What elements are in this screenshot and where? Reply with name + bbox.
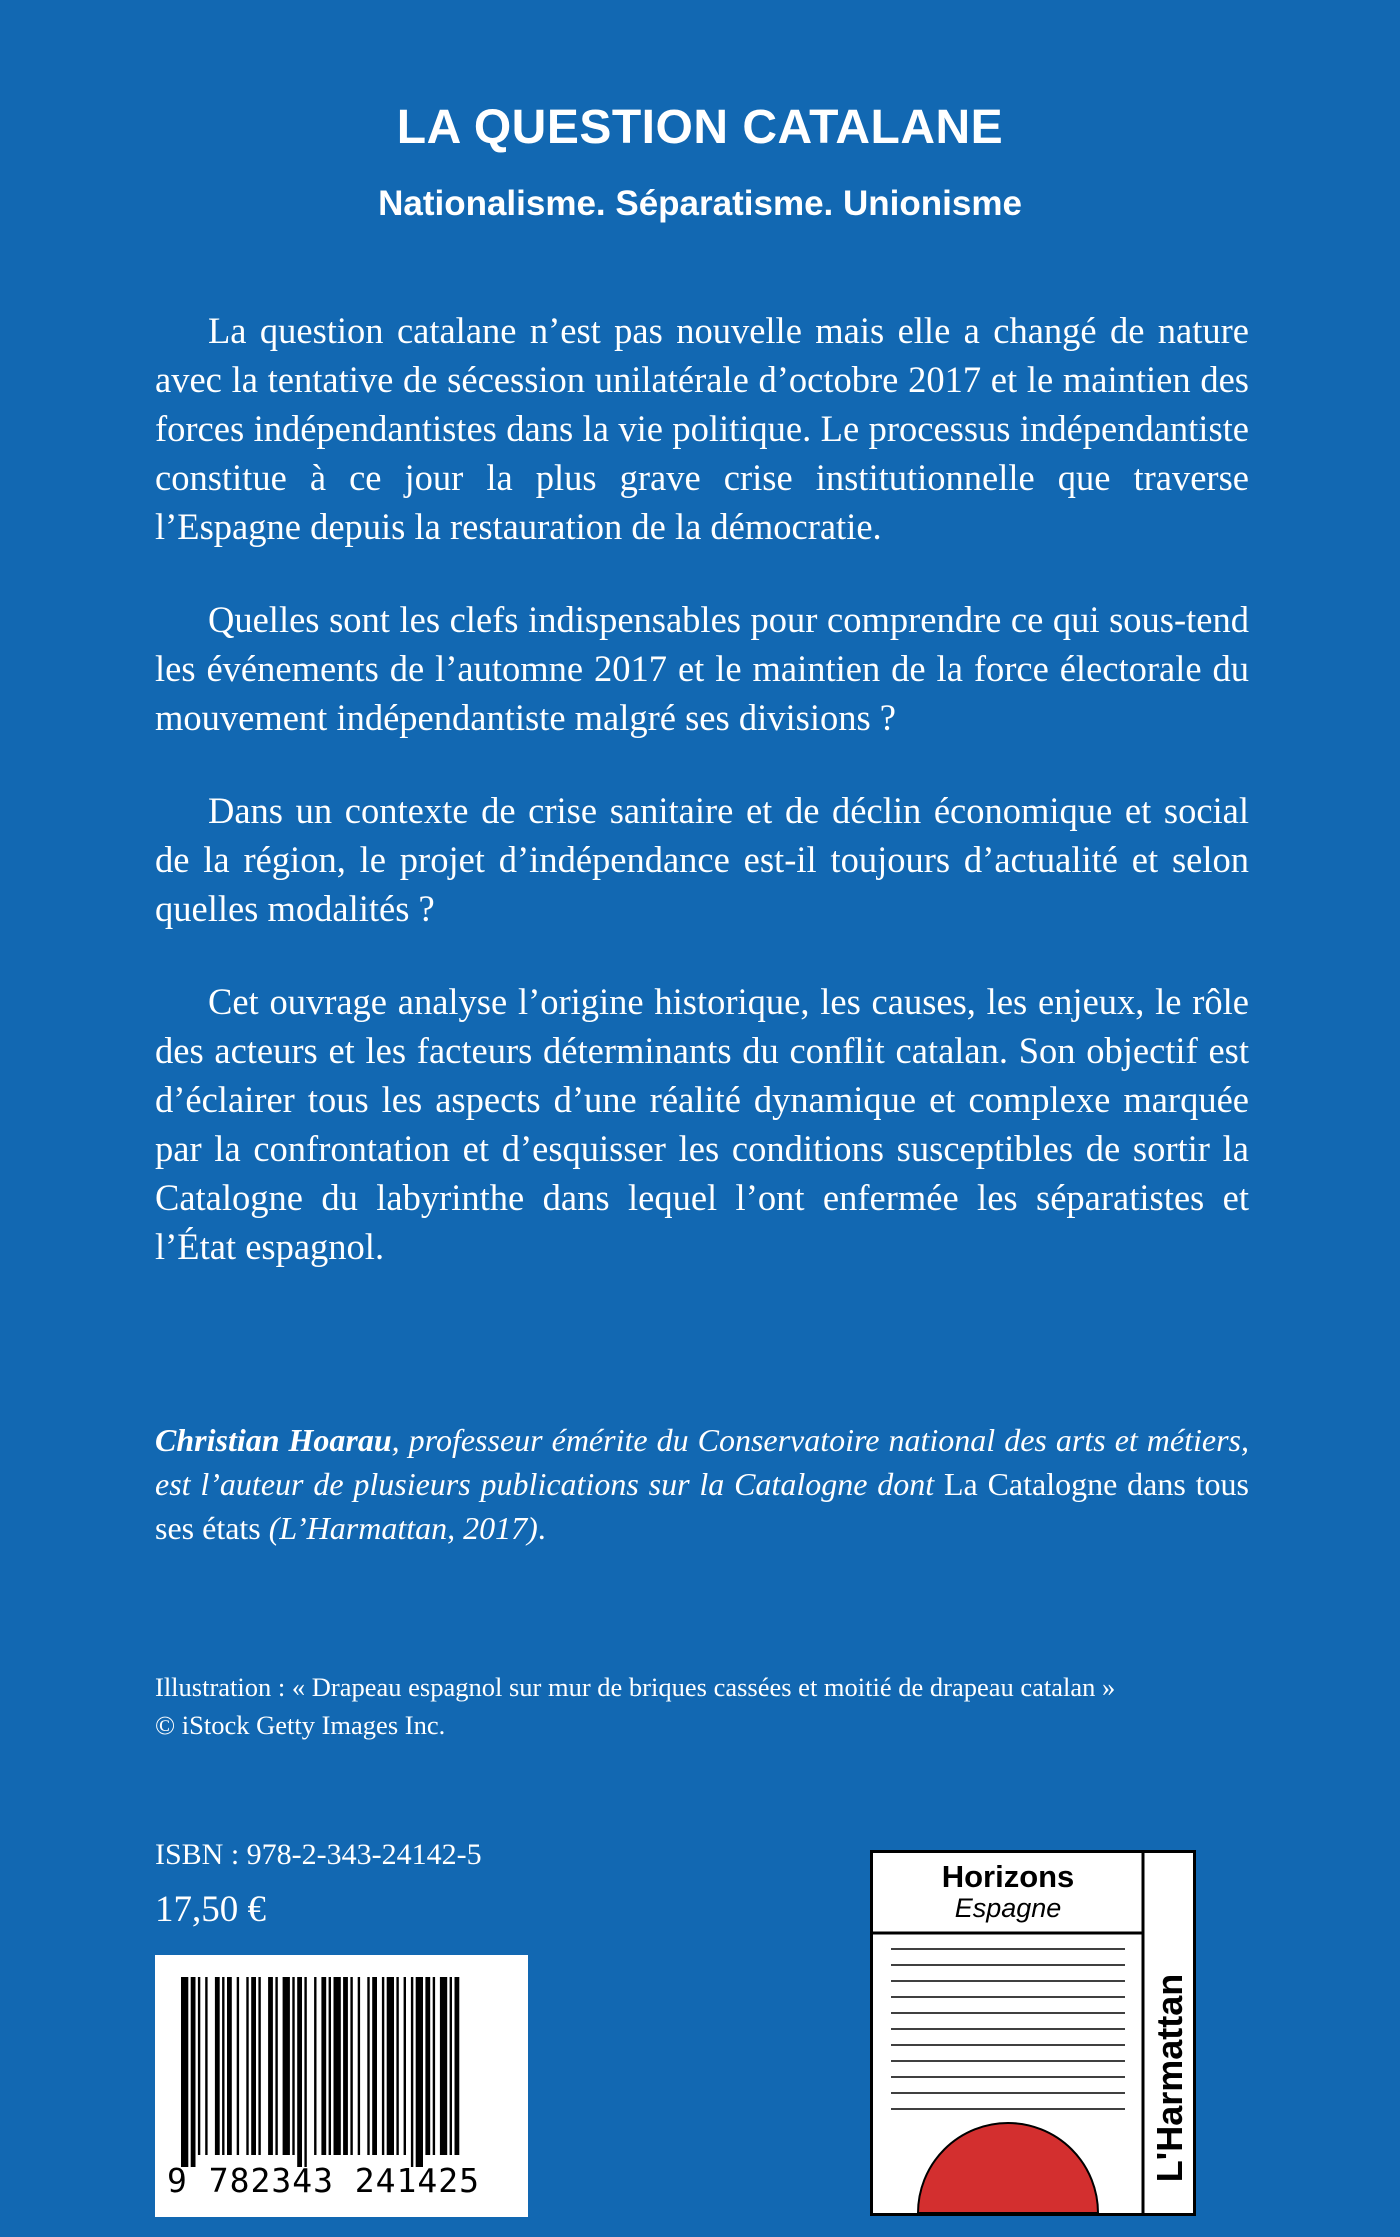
illustration-credit xyxy=(155,1668,1255,1744)
logo-series: Horizons xyxy=(941,1859,1075,1894)
blurb-paragraph: La question catalane n’est pas nouvelle mais elle a changé de nature avec la tentative de sécession unilatérale d’octobre 2017 et le maintien des forces indépendantistes dans la vie politique. Le processus indépendantiste constitue à ce jour la plus grave crise institutionnelle que traverse l’Espagne depuis la restauration de la démocratie. xyxy=(155,310,1249,547)
logo-subseries: Espagne xyxy=(954,1893,1062,1923)
blurb-paragraph: Quelles sont les clefs indispensables pour comprendre ce qui sous-tend les événements de l’automne 2017 et le maintien de la force électorale du mouvement indépendantiste malgré ses divisions ? xyxy=(155,599,1249,738)
credit-line: Illustration : « Drapeau espagnol sur mur de briques cassées et moitié de drapeau catalan » xyxy=(155,1672,1116,1702)
barcode xyxy=(155,1955,528,2217)
blurb xyxy=(155,306,1249,1315)
book-title: LA QUESTION CATALANE xyxy=(396,101,1004,154)
blurb-paragraph: Dans un contexte de crise sanitaire et de déclin économique et social de la région, le projet d’indépendance est-il toujours d’actualité et selon quelles modalités ? xyxy=(155,790,1249,929)
author-bio xyxy=(155,1418,1249,1550)
logo-publisher: L'Harmattan xyxy=(1149,1973,1190,2183)
credit-line: © iStock Getty Images Inc. xyxy=(155,1710,446,1740)
author-book-ref: (L’Harmattan, 2017) xyxy=(260,1510,538,1546)
sun-icon xyxy=(918,2123,1098,2213)
author-bio-end: . xyxy=(537,1510,546,1546)
barcode-digits: 9 782343 241425 xyxy=(167,2161,481,2200)
author-book-title: La Catalogne dans tous ses états xyxy=(155,1466,1250,1546)
author-bio-text: , professeur émérite du Conservatoire national des arts et métiers, est l’auteur de plusieurs publications sur la Catalogne dont xyxy=(155,1422,1250,1502)
blurb-paragraph: Cet ouvrage analyse l’origine historique, les causes, les enjeux, le rôle des acteurs et les facteurs déterminants du conflit catalan. Son objectif est d’éclairer tous les aspects d’une réalité dynamique et complexe marquée par la confrontation et d’esquisser les conditions susceptibles de sortir la Catalogne du labyrinthe dans lequel l’ont enfermée les séparatistes et l’État espagnol. xyxy=(155,981,1249,1267)
isbn: ISBN : 978-2-343-24142-5 xyxy=(155,1838,482,1871)
publisher-logo xyxy=(870,1850,1196,2216)
price: 17,50 € xyxy=(155,1889,266,1930)
author-name: Christian Hoarau xyxy=(155,1422,392,1458)
book-subtitle: Nationalisme. Séparatisme. Unionisme xyxy=(378,184,1022,223)
